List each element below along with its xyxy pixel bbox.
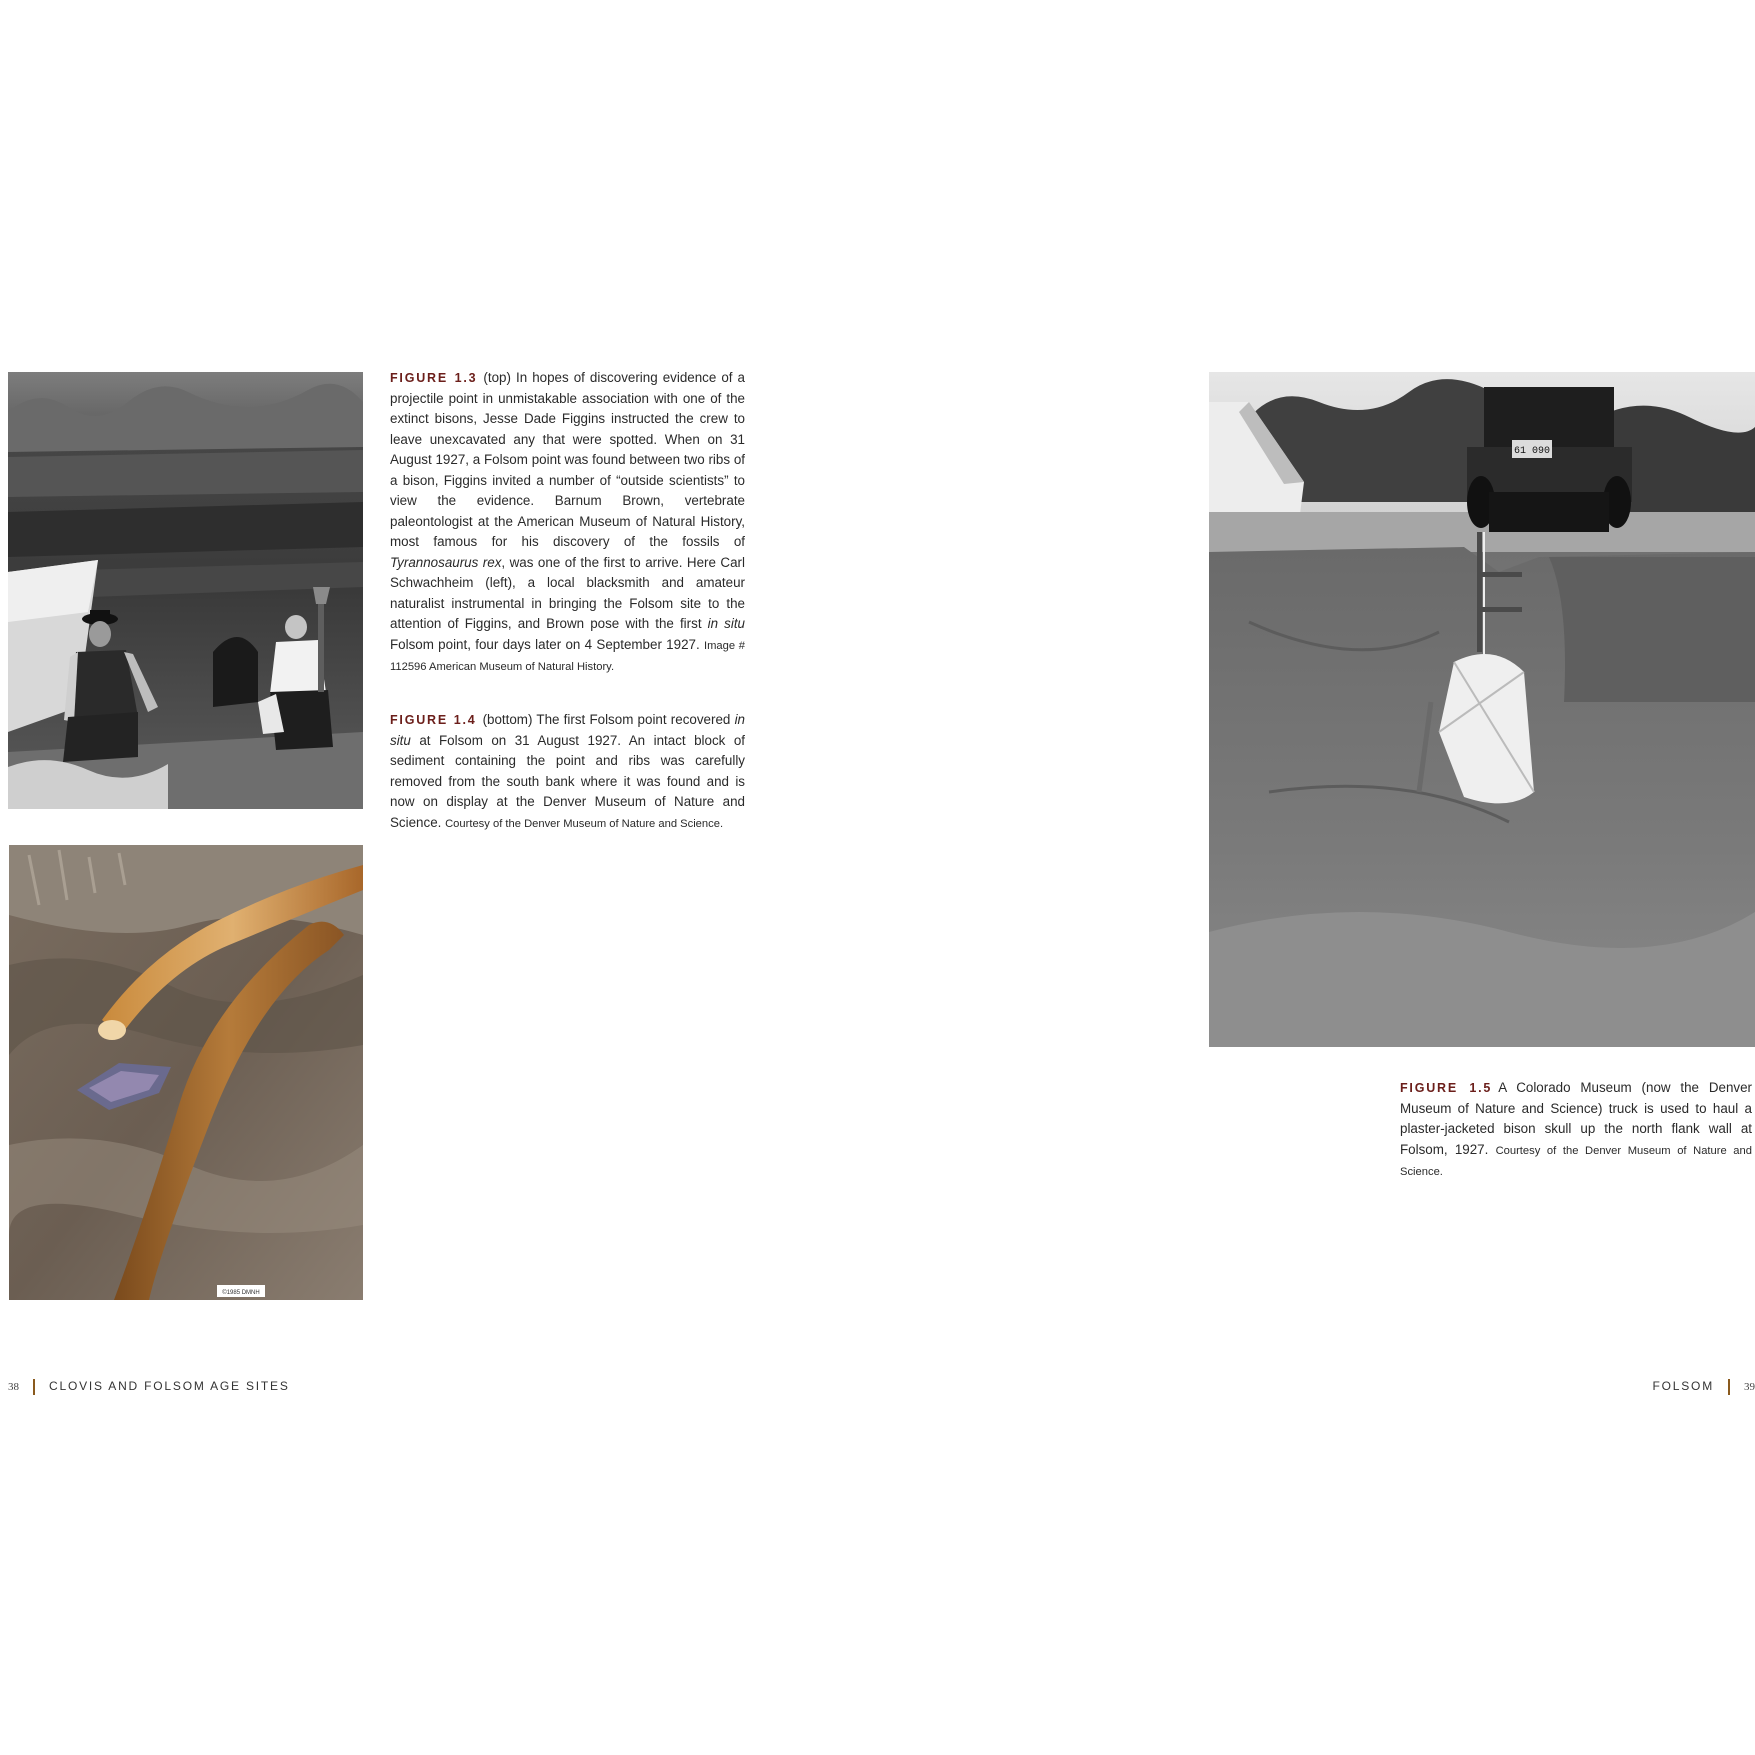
figure-1-3-text-a: (top) In hopes of discovering evidence of a projectile point in unmistakable association with one of the extinct bisons, Jesse Dade Figgins instructed the crew to leave unexcavated any that were spotted. When on 31 August 1927, a Folsom point was found between two ribs of a bison, Figgins invited a number of “outside scientists” to view the evidence. Barnum Brown, vertebrate paleontologist at the American Museum of Natural History, most famous for his discovery of the fossils of — [390, 370, 746, 549]
right-page-number: 39 — [1744, 1381, 1755, 1394]
figure-1-4-photo — [9, 845, 363, 1300]
figure-1-3-text-c: Folsom point, four days later on 4 September 1927. — [390, 636, 700, 652]
folio-left-rule — [33, 1379, 35, 1395]
folio-right — [1653, 1379, 1755, 1395]
folio-right-rule — [1728, 1379, 1730, 1395]
figure-1-4-photo-stamp: ©1985 DMNH — [222, 1290, 260, 1296]
figure-1-4-caption — [390, 710, 745, 834]
figure-1-3-caption — [390, 368, 745, 678]
left-running-head: CLOVIS AND FOLSOM AGE SITES — [49, 1379, 290, 1394]
figure-1-5-text: A Colorado Museum (now the Denver Museum of Nature and Science) truck is used to haul a plaster-jacketed bison skull up the north flank wall at Folsom, 1927. — [1400, 1080, 1752, 1157]
figure-1-4-text-a: (bottom) The first Folsom point recovered — [482, 712, 735, 727]
figure-1-3-photo — [8, 372, 363, 809]
figure-1-3-credit: Image # 112596 American Museum of Natural History. — [390, 639, 745, 673]
figure-1-4-text-b: at Folsom on 31 August 1927. An intact block of sediment containing the point and ribs was carefully removed from the south bank where it was found and is now on display at the Denver Museum of Nature and Science. — [390, 732, 745, 830]
figure-1-3-label: FIGURE 1.3 — [390, 371, 478, 385]
figure-1-4-label: FIGURE 1.4 — [390, 713, 477, 727]
figure-1-5-caption — [1400, 1078, 1752, 1183]
figure-1-4-text-italic: in situ — [390, 712, 745, 748]
figure-1-3-text-italic-1: Tyrannosaurus rex — [390, 554, 502, 570]
figure-1-5-credit: Courtesy of the Denver Museum of Nature and Science. — [1400, 1144, 1752, 1178]
figure-1-3-text-b: , was one of the first to arrive. Here Carl Schwachheim (left), a local blacksmith and amateur naturalist instrumental in bringing the Folsom site to the attention of Figgins, and Brown pose with the first — [390, 554, 745, 631]
figure-1-5-license-plate: 61 090 — [1513, 446, 1551, 457]
figure-1-3-text-italic-2: in situ — [707, 616, 745, 631]
figure-1-5-label: FIGURE 1.5 — [1400, 1081, 1493, 1095]
left-page-number: 38 — [8, 1381, 19, 1394]
figure-1-5-photo — [1209, 372, 1755, 1047]
right-running-head: FOLSOM — [1652, 1379, 1714, 1394]
folio-left — [8, 1379, 290, 1395]
figure-1-4-credit: Courtesy of the Denver Museum of Nature and Science. — [445, 817, 724, 830]
